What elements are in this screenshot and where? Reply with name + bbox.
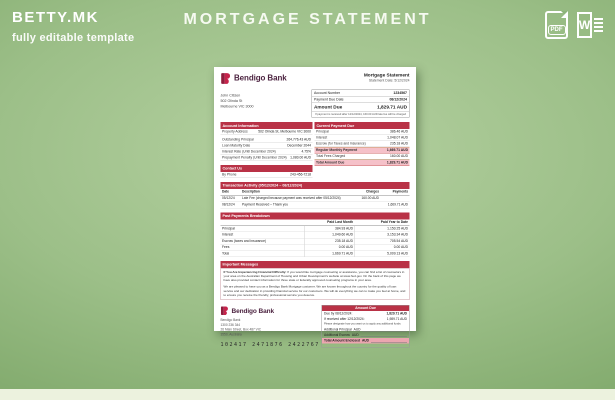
txn-charges: 160.00 AUD	[352, 195, 381, 202]
brand-name[interactable]: BETTY.MK	[12, 9, 99, 26]
contact-us-header: Contact Us	[221, 165, 313, 172]
word-w-glyph: W	[577, 12, 592, 38]
footer-bank-name: Bendigo Bank	[231, 307, 274, 315]
footer-address-line: 26 Main Street, Box 487 VIC	[220, 328, 261, 332]
paid-last-month: 1,669.71 AUD	[305, 251, 355, 257]
paid-last-month: 1,049.60 AUD	[305, 232, 355, 238]
footer-bank-logo	[221, 306, 320, 316]
column-header: Charges	[352, 189, 381, 196]
paid-year-to-date: 705.54 AUD	[355, 238, 410, 244]
row-label: Total Fees Charged	[316, 154, 346, 159]
current-payment-row	[315, 159, 410, 165]
coupon-header: Amount Due	[322, 306, 409, 312]
document-preview	[214, 67, 416, 348]
brand-tagline: fully editable template	[12, 32, 135, 44]
column-header: Payments	[381, 189, 410, 196]
current-payment-due-header: Current Payment Due	[315, 122, 410, 129]
paid-year-to-date: 0.00 AUD	[355, 245, 410, 251]
txn-date: 05/12/24	[221, 195, 241, 202]
past-payments-rows	[221, 226, 410, 257]
footer-address	[221, 318, 320, 337]
paid-year-to-date: 1,150.25 AUD	[355, 226, 410, 232]
footer-address-line: 1300 236 344	[220, 323, 241, 327]
row-value: 386.46 AUD	[389, 130, 408, 134]
write-in-line[interactable]	[371, 339, 407, 343]
row-label: Total Amount Due	[316, 161, 345, 165]
coupon-extra-row	[322, 338, 409, 344]
coupon-late-label: If received after 12/12/2024:	[324, 317, 365, 322]
paid-year-to-date: 3,153.34 AUD	[355, 232, 410, 238]
row-value: 264,776.43 AUD	[286, 138, 311, 142]
bank-name: Bendigo Bank	[234, 74, 287, 83]
recipient-line: John Citizen	[220, 93, 241, 98]
txn-payments: 1,669.71 AUD	[381, 202, 410, 209]
account-number-value: 1234567	[393, 91, 407, 95]
coupon-late-value: 1,989.71 AUD	[386, 317, 407, 322]
important-messages-body	[221, 268, 410, 300]
property-address-value: 502 Olinda St, Melbourne VIC 3000	[258, 130, 311, 134]
column-header: Paid Last Month	[305, 219, 355, 226]
payment-due-date-label: Payment Due Date	[314, 97, 344, 102]
account-information-header: Account Information	[221, 122, 313, 129]
row-label: Interest	[316, 136, 328, 140]
row-label: Total	[221, 251, 305, 257]
row-label: Principal	[316, 130, 329, 134]
row-label: Interest	[221, 232, 305, 238]
write-in-line[interactable]	[363, 328, 407, 332]
bendigo-b-mark-icon	[221, 73, 232, 85]
paid-year-to-date: 5,009.13 AUD	[355, 251, 410, 257]
row-label: Regular Monthly Payment	[316, 148, 358, 153]
message-text: We are pleased to have you as a Bendigo Bank Mortgage customer. We are known throughout the country for the quality of loan service and our dedication in providing financial service for our customers. We will do everything we can to make you feel at home, and to ensure you receive the friendly, professional service you deserve.	[223, 285, 406, 297]
txn-description: Late Fee (charged because payment was received after 05/12/2024)	[241, 195, 352, 202]
phone-value: 243-456-7218	[290, 173, 311, 177]
contact-phone-row	[221, 172, 313, 178]
past-payments-header: Past Payments Breakdown	[221, 212, 410, 219]
past-payments-row	[221, 251, 410, 257]
transaction-activity-header: Transaction Activity (05/12/2024 – 08/12/2024)	[221, 182, 410, 189]
payment-coupon-box	[322, 305, 410, 347]
row-label: Loan Maturity Date	[222, 144, 251, 148]
important-messages-header: Important Messages	[221, 261, 410, 268]
message-paragraph	[224, 270, 407, 282]
pdf-download-icon[interactable]	[545, 11, 568, 39]
row-label: Prepayment Penalty (Until December 2024)	[222, 156, 287, 160]
transaction-rows	[221, 195, 410, 208]
row-value: 160.00 AUD	[389, 154, 408, 159]
row-label: Principal	[221, 226, 305, 232]
account-info-table	[221, 137, 313, 161]
txn-charges	[352, 202, 381, 209]
row-label: Escrow (for Taxes and Insurance)	[316, 142, 366, 146]
row-label: Additional Principal	[324, 328, 352, 332]
word-download-icon[interactable]	[577, 12, 603, 38]
row-value: 1,048.07 AUD	[387, 136, 408, 140]
currency-label: AUD	[351, 333, 359, 338]
currency-label: AUD	[353, 328, 361, 332]
account-number-label: Account Number	[314, 91, 341, 95]
folded-corner-icon	[561, 11, 568, 18]
row-value: 1,669.71 AUD	[386, 148, 408, 153]
row-value: 1,080.00 AUD	[290, 156, 311, 160]
row-value: 235.18 AUD	[389, 142, 408, 146]
paid-last-month: 235.18 AUD	[305, 238, 355, 244]
row-label: Total Amount Enclosed	[324, 339, 360, 343]
row-value: 4.75%	[301, 150, 311, 154]
row-value: 1,829.71 AUD	[386, 161, 408, 165]
coupon-extra-rows	[322, 327, 409, 344]
txn-date: 08/12/24	[221, 202, 241, 209]
current-payment-table	[315, 129, 410, 166]
phone-label: By Phone	[222, 173, 237, 177]
amount-due-value: 1,829.71 AUD	[377, 104, 407, 110]
paid-last-month: 384.93 AUD	[305, 226, 355, 232]
paid-last-month: 0.00 AUD	[305, 245, 355, 251]
recipient-address	[221, 90, 254, 118]
coupon-note: Please designate how you want us to apply any additional funds:	[324, 322, 402, 326]
download-icons	[545, 11, 603, 39]
transaction-row	[221, 202, 410, 209]
statement-date: Statement Date: 5/12/2024	[368, 79, 410, 83]
account-info-row	[221, 155, 313, 161]
footer-address-line: 3550, Australia	[220, 332, 242, 337]
row-label: Escrow (taxes and insurance)	[221, 238, 305, 244]
payment-due-date-value: 08/12/2024	[389, 97, 407, 102]
column-header: Description	[241, 189, 352, 196]
bottom-strip	[0, 389, 615, 400]
message-paragraph	[224, 285, 407, 297]
coupon-due-label: Due by 08/12/2024:	[324, 312, 353, 316]
row-label: Outstanding Principal	[222, 138, 254, 142]
row-value: December 2044	[287, 144, 311, 148]
currency-label: AUD	[361, 339, 369, 343]
message-lead: If You Are Experiencing Financial Difficulty:	[223, 270, 287, 274]
footer-address-line: Bendigo Bank	[220, 318, 241, 323]
pdf-badge-label: PDF	[548, 25, 566, 35]
mortgage-statement-page	[214, 67, 416, 348]
bendigo-b-mark-icon	[221, 306, 230, 316]
amount-due-label: Amount Due	[314, 104, 343, 110]
late-fee-note: If payment is received after 12/12/2024, 160.00 AUD late fee will be charged	[315, 113, 406, 116]
column-header: Date	[221, 189, 241, 196]
row-label: Fees	[221, 245, 305, 251]
micr-line: 102417 2471876 2422767	[220, 341, 320, 348]
recipient-line: 502 Olinda St	[220, 98, 243, 104]
column-header: Paid Year to Date	[355, 219, 410, 226]
statement-title: Mortgage Statement	[363, 72, 410, 78]
page-title: MORTGAGE STATEMENT	[183, 11, 432, 28]
amount-due-row	[312, 103, 409, 112]
recipient-line: Melbourne VIC 3000	[220, 104, 254, 109]
txn-description: Payment Received – Thank you	[241, 202, 352, 209]
coupon-due-value: 1,829.71 AUD	[386, 312, 407, 316]
message-text: If you would like mortgage counseling or assistance, you can find a list of counselors in your area on the Australian Department of Housing and Urban Development's website at www.hud.gov. On the back of this page we have also provided contact information for three state or federally approved counseling programs in your area.	[223, 270, 405, 283]
bank-logo	[221, 73, 287, 85]
row-label: Additional Escrow	[324, 333, 350, 338]
row-label: Interest Rate (Until December 2024)	[222, 150, 276, 154]
property-address-label: Property Address	[222, 130, 248, 134]
document-lines-icon	[594, 12, 603, 38]
amount-due-summary-box	[312, 90, 410, 118]
write-in-line[interactable]	[361, 334, 407, 338]
